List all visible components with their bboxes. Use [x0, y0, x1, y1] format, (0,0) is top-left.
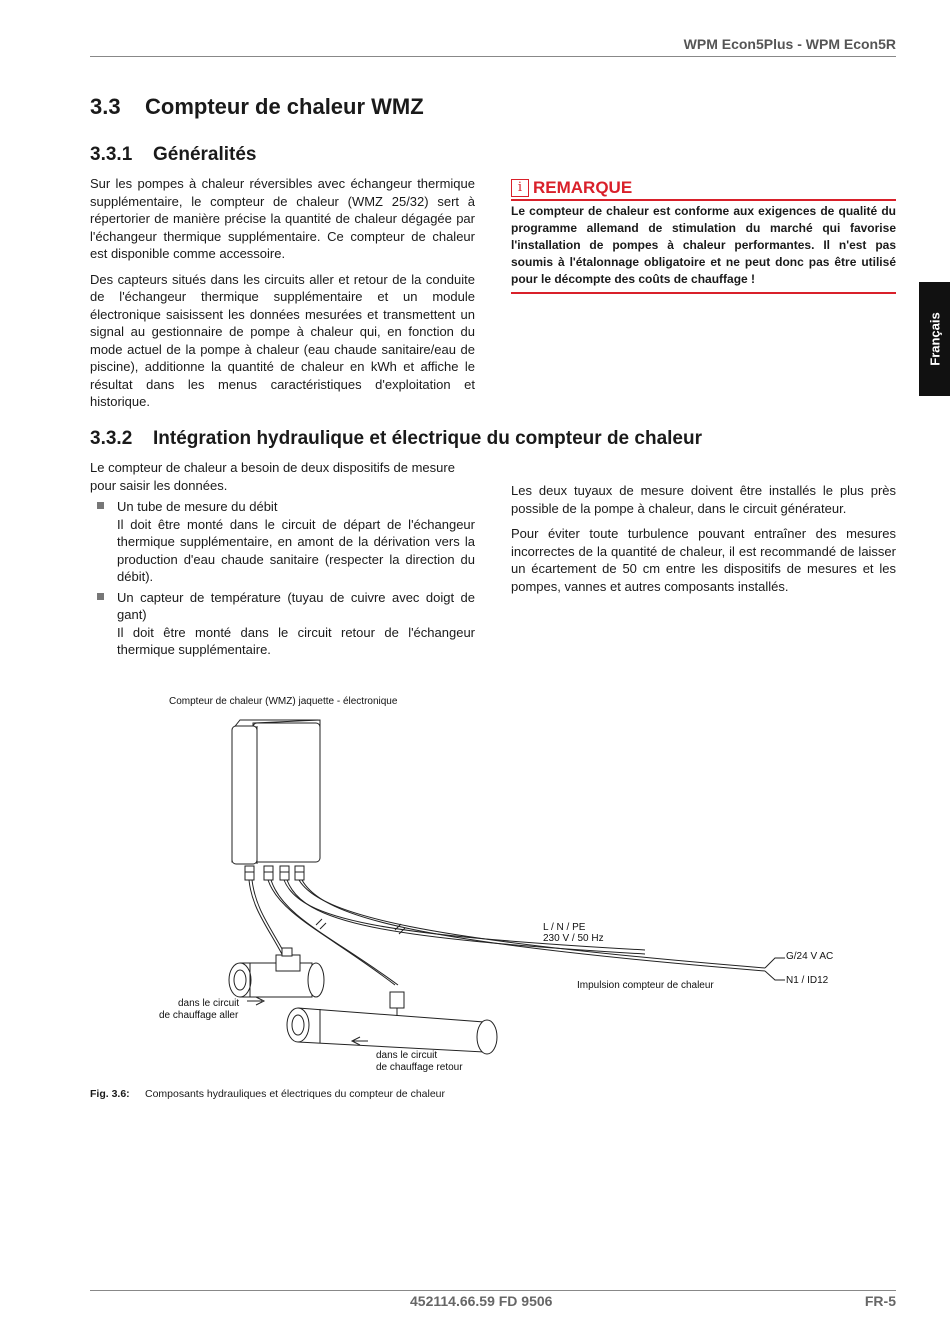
label-return1: dans le circuit [376, 1050, 438, 1061]
section-number: 3.3 [90, 94, 121, 119]
wmz-diagram [0, 680, 950, 1090]
header-title: WPM Econ5Plus - WPM Econ5R [683, 36, 896, 52]
footer-rule [90, 1290, 896, 1291]
integration-right-column [511, 482, 896, 603]
footer-doc-number: 452114.66.59 FD 9506 [410, 1293, 553, 1309]
bullet-square-icon [97, 593, 104, 600]
list-item-text: Il doit être monté dans le circuit de départ de l'échangeur thermique supplémentaire, en amont de la dérivation vers la production d'eau chaude sanitaire (respecter la direction du débit). [117, 516, 475, 584]
label-impulse: Impulsion compteur de chaleur [577, 980, 714, 991]
header-rule [90, 56, 896, 57]
label-signal1: G/24 V AC [786, 951, 834, 962]
remark-text: Le compteur de chaleur est conforme aux exigences de qualité du programme allemand de stimulation du marché qui favorise l'installation de pompes à chaleur performantes. Il n'est pas soumis à l'étalonnage obligatoire et ne peut donc pas être utilisé pour le décompte des coûts de chauffage ! [511, 204, 896, 286]
list-item-text: Il doit être monté dans le circuit retour de l'échangeur thermique supplémentaire. [117, 624, 475, 657]
list-item [90, 589, 475, 659]
figure-caption [90, 1088, 445, 1100]
footer-page-number: FR-5 [864, 1293, 896, 1309]
subsection-heading-3-3-1 [90, 144, 257, 166]
electronics-housing [232, 720, 320, 864]
label-flow1: dans le circuit [178, 998, 240, 1009]
remark-header [511, 178, 896, 198]
section-heading-3-3 [90, 94, 424, 120]
paragraph: Sur les pompes à chaleur réversibles avec échangeur thermique supplémentaire, le compteur de chaleur (WMZ 25/32) sert à répertorier de manière précise la quantité de chaleur dégagée par l'échangeur thermique supplémentaire. Ce compteur de chaleur est disponible comme accessoire. [90, 176, 475, 261]
caption-number: Fig. 3.6: [90, 1088, 130, 1100]
paragraph: Les deux tuyaux de mesure doivent être installés le plus près possible de la pompe à chaleur, dans le circuit générateur. [511, 483, 896, 516]
remark-top-rule [511, 199, 896, 201]
label-flow2: de chauffage aller [159, 1010, 239, 1021]
remark-box [511, 178, 896, 294]
paragraph: Le compteur de chaleur a besoin de deux dispositifs de mesure pour saisir les données. [90, 460, 455, 493]
list-item-title: Un tube de mesure du débit [117, 499, 278, 514]
info-icon: i [511, 179, 529, 197]
cables [249, 880, 785, 985]
paragraph: Des capteurs situés dans les circuits aller et retour de la conduite de l'échangeur thermique supplémentaire et un module électronique saisissent les données mesurées et transmettent un signal au gestionnaire de pompe à chaleur qui, en fonction du mode actuel de la pompe à chaleur (eau chaude sanitaire/eau de piscine), additionne la quantité de chaleur en kWh et affiche le résultat dans les menus caractéristiques d'exploitation et historique. [90, 271, 475, 409]
label-return2: de chauffage retour [376, 1062, 463, 1073]
integration-left-column [90, 459, 475, 662]
language-tab-label: Français [927, 312, 942, 366]
list-item-title: Un capteur de température (tuyau de cuivre avec doigt de gant) [117, 589, 475, 622]
subsection-number: 3.3.1 [90, 144, 133, 165]
generalites-body [90, 175, 475, 419]
list-item [90, 498, 475, 586]
label-signal2: N1 / ID12 [786, 975, 829, 986]
bullet-square-icon [97, 502, 104, 509]
language-tab [919, 282, 950, 396]
subsection-title: Intégration hydraulique et électrique du compteur de chaleur [153, 428, 702, 449]
remark-bottom-rule [511, 292, 896, 294]
subsection-heading-3-3-2 [90, 428, 702, 450]
paragraph: Pour éviter toute turbulence pouvant entraîner des mesures incorrectes de la quantité de chaleur, il est recommandé de laisser un écartement de 50 cm entre les dispositifs de mesures et les pompes, vannes et autres composants installés. [511, 526, 896, 594]
label-power-line1: L / N / PE [543, 922, 586, 933]
flow-meter-tube [229, 948, 324, 997]
label-power-line2: 230 V / 50 Hz [543, 933, 604, 944]
return-tube [287, 992, 497, 1054]
caption-text: Composants hydrauliques et électriques du compteur de chaleur [145, 1088, 446, 1100]
label-housing: Compteur de chaleur (WMZ) jaquette - électronique [169, 696, 398, 707]
section-title: Compteur de chaleur WMZ [145, 94, 424, 119]
subsection-number: 3.3.2 [90, 428, 133, 449]
subsection-title: Généralités [153, 144, 257, 165]
cable-glands [245, 866, 304, 880]
remark-title: REMARQUE [533, 178, 633, 197]
